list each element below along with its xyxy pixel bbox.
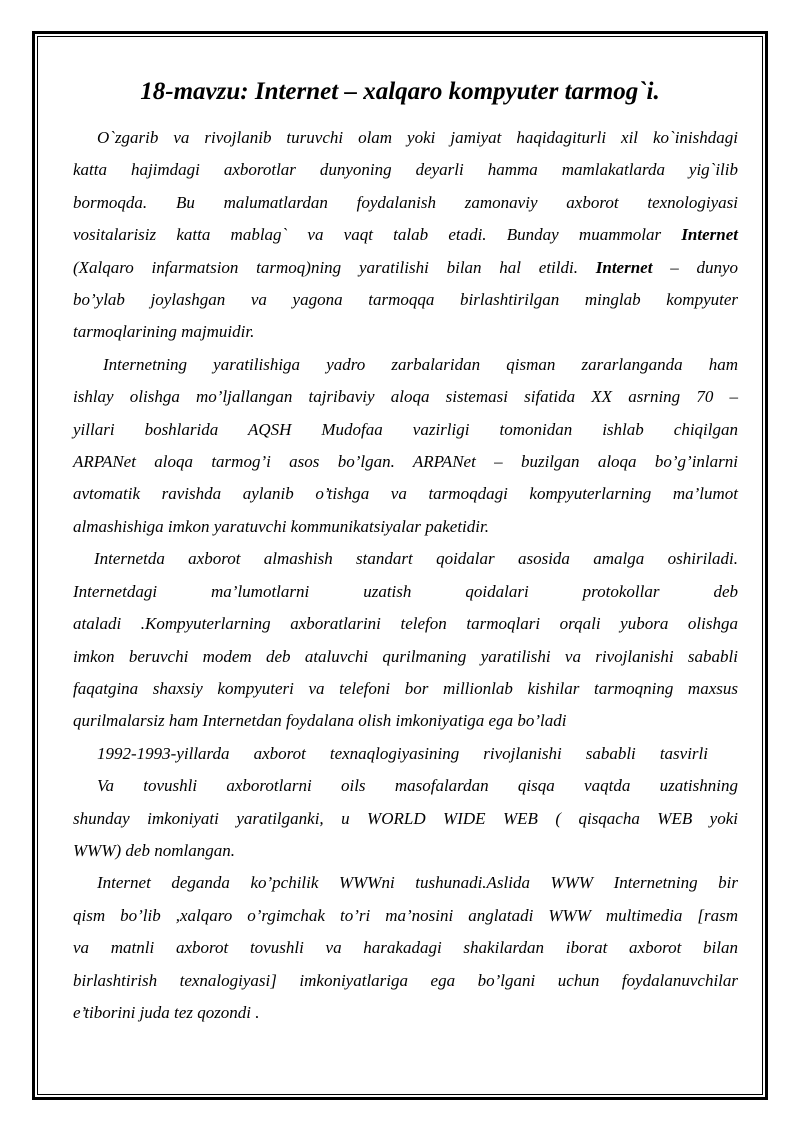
page-title: 18-mavzu: Internet – xalqaro kompyuter tarmog`i. [140, 78, 660, 105]
bold-term-internet: Internet [681, 225, 738, 245]
text-line: va matnli axborot tovushli va harakadagi shakilardan iborat axborot bilan [73, 938, 738, 958]
bold-term-internet: Internet [595, 257, 653, 277]
paragraph-2 [73, 349, 738, 543]
text-line: Internetda axborot almashish standart qoidalar asosida amalga oshiriladi. [94, 549, 738, 569]
text-line: Va tovushli axborotlarni oils masofalardan qisqa vaqtda uzatishning [97, 776, 738, 796]
text-line: faqatgina shaxsiy kompyuteri va telefoni bor millionlab kishilar tarmoqning maxsus [73, 678, 738, 698]
document-body [73, 122, 738, 1029]
text-line: WWW) deb nomlangan. [73, 840, 235, 860]
text-line: O`zgarib va rivojlanib turuvchi olam yoki jamiyat haqidagiturli xil ko`inishdagi [97, 128, 738, 147]
text-line: shunday imkoniyati yaratilganki, u WORLD WIDE WEB ( qisqacha WEB yoki [73, 808, 738, 828]
text-line: tarmoqlarining majmuidir. [73, 322, 255, 342]
paragraph-5 [73, 770, 738, 867]
text-line: imkon beruvchi modem deb ataluvchi qurilmaning yaratilishi va rivojlanishi sababli [73, 646, 738, 666]
text-line: birlashtirish texnalogiyasi] imkoniyatlariga ega bo’lgani uchun foydalanuvchilar [73, 970, 738, 990]
text-line [73, 219, 738, 251]
paragraph-4 [73, 738, 738, 770]
text-span: vositalarisiz katta mablag` va vaqt talab etadi. Bunday muammolar [73, 225, 682, 245]
text-span: (Xalqaro infarmatsion tarmoq)ning yaratilishi bilan hal etildi. [73, 257, 596, 277]
paragraph-1 [73, 122, 738, 349]
text-line: Internetdagi ma’lumotlarni uzatish qoidalari protokollar deb [73, 581, 738, 601]
text-line: qurilmalarsiz ham Internetdan foydalana olish imkoniyatiga ega bo’ladi [73, 711, 567, 731]
text-line: ishlay olishga mo’ljallangan tajribaviy aloqa sistemasi sifatida XX asrning 70 – [73, 387, 738, 407]
text-line: ataladi .Kompyuterlarning axboratlarini telefon tarmoqlari orqali yubora olishga [73, 614, 738, 634]
text-line: bo’ylab joylashgan va yagona tarmoqqa birlashtirilgan minglab kompyuter [73, 290, 738, 310]
paragraph-6 [73, 867, 738, 1029]
text-line: Internetning yaratilishiga yadro zarbalaridan qisman zararlanganda ham [103, 354, 738, 374]
text-line: 1992-1993-yillarda axborot texnaqlogiyasining rivojlanishi sababli tasvirli [97, 743, 708, 763]
text-line: ARPANet aloqa tarmog’i asos bo’lgan. ARPANet – buzilgan aloqa bo’g’inlarni [73, 452, 738, 472]
text-line: qism bo’lib ,xalqaro o’rgimchak to’ri ma’nosini anglatadi WWW multimedia [rasm [73, 905, 738, 925]
text-line: Internet deganda ko’pchilik WWWni tushunadi.Aslida WWW Internetning bir [97, 873, 738, 893]
text-line: e’tiborini juda tez qozondi . [73, 1002, 260, 1022]
text-span: – dunyo [652, 257, 739, 277]
paragraph-3 [73, 543, 738, 737]
text-line: yillari boshlarida AQSH Mudofaa vazirligi tomonidan ishlab chiqilgan [73, 419, 738, 439]
text-line: avtomatik ravishda aylanib o’tishga va tarmoqdagi kompyuterlarning ma’lumot [73, 484, 738, 504]
text-line [73, 252, 738, 284]
text-line: katta hajimdagi axborotlar dunyoning deyarli hamma mamlakatlarda yig`ilib [73, 160, 738, 180]
text-line: almashishiga imkon yaratuvchi kommunikatsiyalar paketidir. [73, 516, 489, 536]
text-line: bormoqda. Bu malumatlardan foydalanish zamonaviy axborot texnologiyasi [73, 192, 738, 212]
